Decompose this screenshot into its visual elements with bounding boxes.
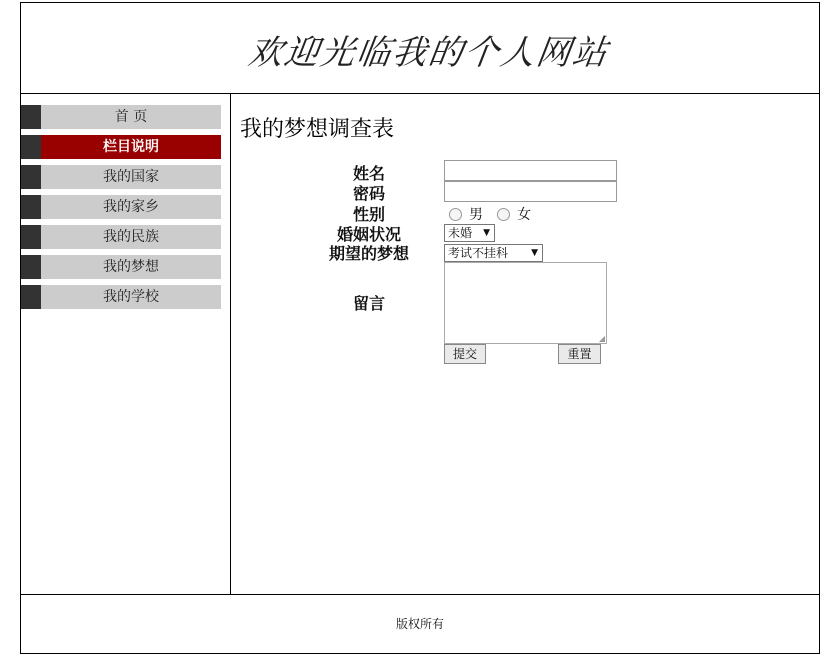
message-label: 留言 xyxy=(352,294,385,313)
sidebar-item-label: 栏目说明 xyxy=(41,135,221,159)
gender-female-radio[interactable] xyxy=(497,208,510,221)
gender-female-label: 女 xyxy=(517,207,531,223)
dream-value: 考试不挂科 xyxy=(448,246,509,260)
sidebar-item-label: 我的国家 xyxy=(41,165,221,189)
sidebar-item-my-ethnicity[interactable] xyxy=(21,225,221,249)
sidebar xyxy=(21,94,231,594)
nav-marker xyxy=(21,105,41,129)
sidebar-item-label: 首 页 xyxy=(41,105,221,129)
nav-marker xyxy=(21,255,41,279)
sidebar-item-label: 我的家乡 xyxy=(41,195,221,219)
name-label: 姓名 xyxy=(352,164,385,183)
marital-status-label: 婚姻状况 xyxy=(336,225,401,244)
sidebar-item-my-hometown[interactable] xyxy=(21,195,221,219)
site-banner-title: 欢迎光临我的个人网站 xyxy=(245,33,612,73)
dream-label: 期望的梦想 xyxy=(328,244,409,263)
resize-handle-icon[interactable]: ◢ xyxy=(598,334,605,343)
password-label: 密码 xyxy=(352,184,385,203)
header xyxy=(21,3,819,94)
page-title: 我的梦想调查表 xyxy=(240,117,395,142)
nav-marker xyxy=(21,285,41,309)
page-frame xyxy=(20,2,820,654)
nav-marker xyxy=(21,225,41,249)
sidebar-item-my-school[interactable] xyxy=(21,285,221,309)
name-input[interactable] xyxy=(444,160,617,181)
nav-marker xyxy=(21,165,41,189)
submit-button[interactable]: 提交 xyxy=(444,344,486,364)
sidebar-item-my-country[interactable] xyxy=(21,165,221,189)
gender-male-label: 男 xyxy=(469,207,483,223)
copyright-text: 版权所有 xyxy=(395,617,444,631)
dream-select[interactable] xyxy=(444,244,543,262)
footer xyxy=(21,594,819,653)
nav-marker xyxy=(21,135,41,159)
sidebar-item-label: 我的梦想 xyxy=(41,255,221,279)
gender-label: 性别 xyxy=(352,205,385,224)
sidebar-item-label: 我的学校 xyxy=(41,285,221,309)
marital-status-value: 未婚 xyxy=(448,226,473,240)
gender-radio-group xyxy=(449,204,531,224)
gender-male-radio[interactable] xyxy=(449,208,462,221)
sidebar-item-home[interactable] xyxy=(21,105,221,129)
sidebar-item-my-dream[interactable] xyxy=(21,255,221,279)
sidebar-item-label: 我的民族 xyxy=(41,225,221,249)
dropdown-arrow-icon: ▼ xyxy=(531,248,538,258)
dropdown-arrow-icon: ▼ xyxy=(483,228,490,238)
reset-button[interactable]: 重置 xyxy=(558,344,601,364)
password-input[interactable] xyxy=(444,181,617,202)
marital-status-select[interactable] xyxy=(444,224,495,242)
nav-marker xyxy=(21,195,41,219)
main-content xyxy=(231,94,819,594)
sidebar-item-column-intro[interactable] xyxy=(21,135,221,159)
message-textarea[interactable] xyxy=(444,262,607,344)
